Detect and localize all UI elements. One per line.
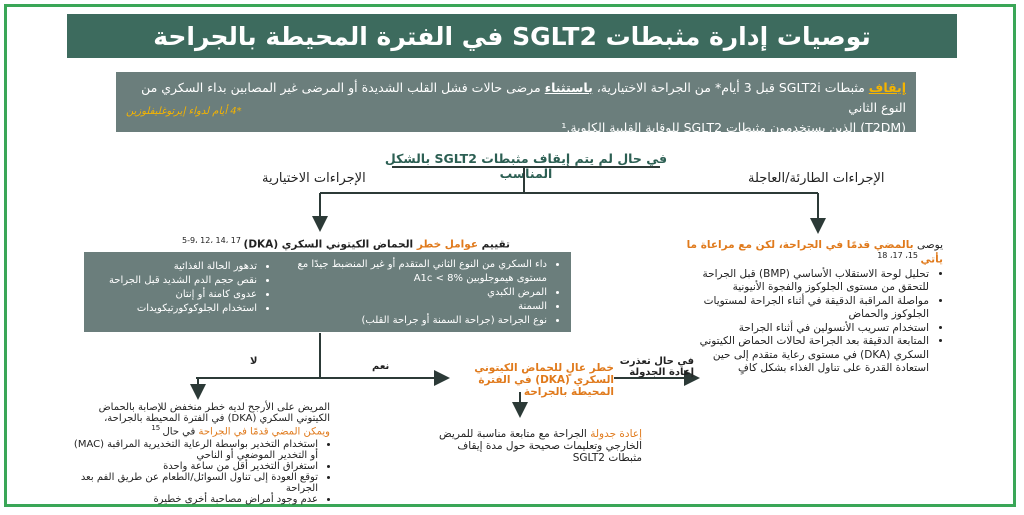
urgent-item: • استخدام تسريب الأنسولين في أثناء الجراحة [683, 322, 929, 336]
risk-item: • عدوى كامنة أو إنتان [77, 288, 257, 302]
low-risk-block: المريض على الأرجح لديه خطر منخفض للإصابة بالحماض الكيتوني السكري (DKA) في الفترة المحيطة بالجراحة، ويمكن المضي قدمًا في الجراحة في حال $^{15}$ • استخدام التخدير بواسطة الرعاية التخديرية المراقبة (MAC) أو التخدير الموضعي أو الناحي • استغراق التخدير أقل من ساعة واحدة • توقع العودة إلى تناول السوائل/الطعام عن طريق الفم بعد الجراحة • عدم وجود أمراض مصاحبة أخرى خطيرة [70, 402, 330, 505]
urgent-item: • مواصلة المراقبة الدقيقة في أثناء الجراحة لمستويات الجلوكوز والحماض [683, 295, 929, 322]
urgent-label: الإجراءات الطارئة/العاجلة [748, 171, 885, 186]
rec-text-b: مرضى حالات فشل القلب الشديدة أو المرضى غير المصابين بداء السكري من النوع الثاني [141, 80, 906, 115]
reschedule-block: إعادة جدولة الجراحة مع متابعة مناسبة للمريض الخارجي وتعليمات صحيحة حول مدة إيقاف مثبطات SGLT2 [439, 428, 642, 464]
urgent-item: • المتابعة الدقيقة بعد الجراحة لحالات الحماض الكيتوني السكري (DKA) في مستوى رعاية متقدم إلى حين استعادة القدرة على تناول الغذاء بشكل كافٍ [683, 335, 929, 376]
no-label: لا [250, 356, 258, 367]
rec-text-a: مثبطات SGLT2i قبل 3 أيام* من الجراحة الاختيارية، [592, 80, 869, 95]
page-title: توصيات إدارة مثبطات SGLT2 في الفترة المحيطة بالجراحة [67, 14, 957, 58]
stop-word: إيقاف [868, 80, 906, 95]
risk-item: • نوع الجراحة (جراحة السمنة أو جراحة القلب) [292, 314, 547, 328]
urgent-item: • تحليل لوحة الاستقلاب الأساسي (BMP) قبل الجراحة للتحقق من مستوى الجلوكوز والفجوة الأنيونية [683, 268, 929, 295]
recommendation-line2: (T2DM) الذين يستخدمون مثبطات SGLT2 للوقاية القلبية الكلوية.¹ [561, 120, 906, 135]
risk-list-2 [77, 260, 271, 316]
question-label: في حال لم يتم إيقاف مثبطات SGLT2 بالشكل المناسب [384, 151, 668, 181]
cannot-reschedule-label: في حال تعذرت إعادة الجدولة [619, 356, 694, 378]
high-risk-label: خطر عالٍ للحماض الكيتوني السكري (DKA) في الفترة المحيطة بالجراحة [474, 362, 614, 398]
risk-item: • المرض الكبدي [292, 286, 547, 300]
risk-item: • السمنة [292, 300, 547, 314]
low-risk-item: • توقع العودة إلى تناول السوائل/الطعام عن طريق الفم بعد الجراحة [70, 472, 318, 494]
risk-list-1 [292, 258, 561, 328]
urgent-recommendations [683, 239, 943, 376]
low-risk-item: • استخدام التخدير بواسطة الرعاية التخديرية المراقبة (MAC) أو التخدير الموضعي أو الناحي [70, 439, 318, 461]
footnote: *4 أيام لدواء إيرتوغليفلوزين [126, 106, 242, 117]
urgent-intro: يوصى بالمضي قدمًا في الجراحة، لكن مع مراعاة ما يأتي $^{15، 17، 18}$ [686, 239, 943, 266]
risk-item: • تدهور الحالة الغذائية [77, 260, 257, 274]
except-word: باستثناء [544, 80, 593, 95]
low-risk-item: • عدم وجود أمراض مصاحبة أخرى خطيرة [70, 494, 318, 505]
elective-label: الإجراءات الاختيارية [262, 171, 366, 186]
risk-item: • استخدام الجلوكوكورتيكويدات [77, 302, 257, 316]
low-risk-list [70, 439, 330, 505]
yes-label: نعم [372, 361, 390, 372]
risk-factors-box [84, 252, 571, 332]
low-risk-item: • استغراق التخدير أقل من ساعة واحدة [70, 461, 318, 472]
risk-item: • نقص حجم الدم الشديد قبل الجراحة [77, 274, 257, 288]
dka-assessment-heading: تقييم عوامل خطر الحماض الكيتوني السكري (DKA) $^{5-9، 12، 14، 17}$ [181, 236, 510, 251]
risk-item: • داء السكري من النوع الثاني المتقدم أو غير المنضبط جيدًا مع مستوى هيموجلوبين A1c < 8% [292, 258, 547, 286]
urgent-list [683, 268, 943, 376]
